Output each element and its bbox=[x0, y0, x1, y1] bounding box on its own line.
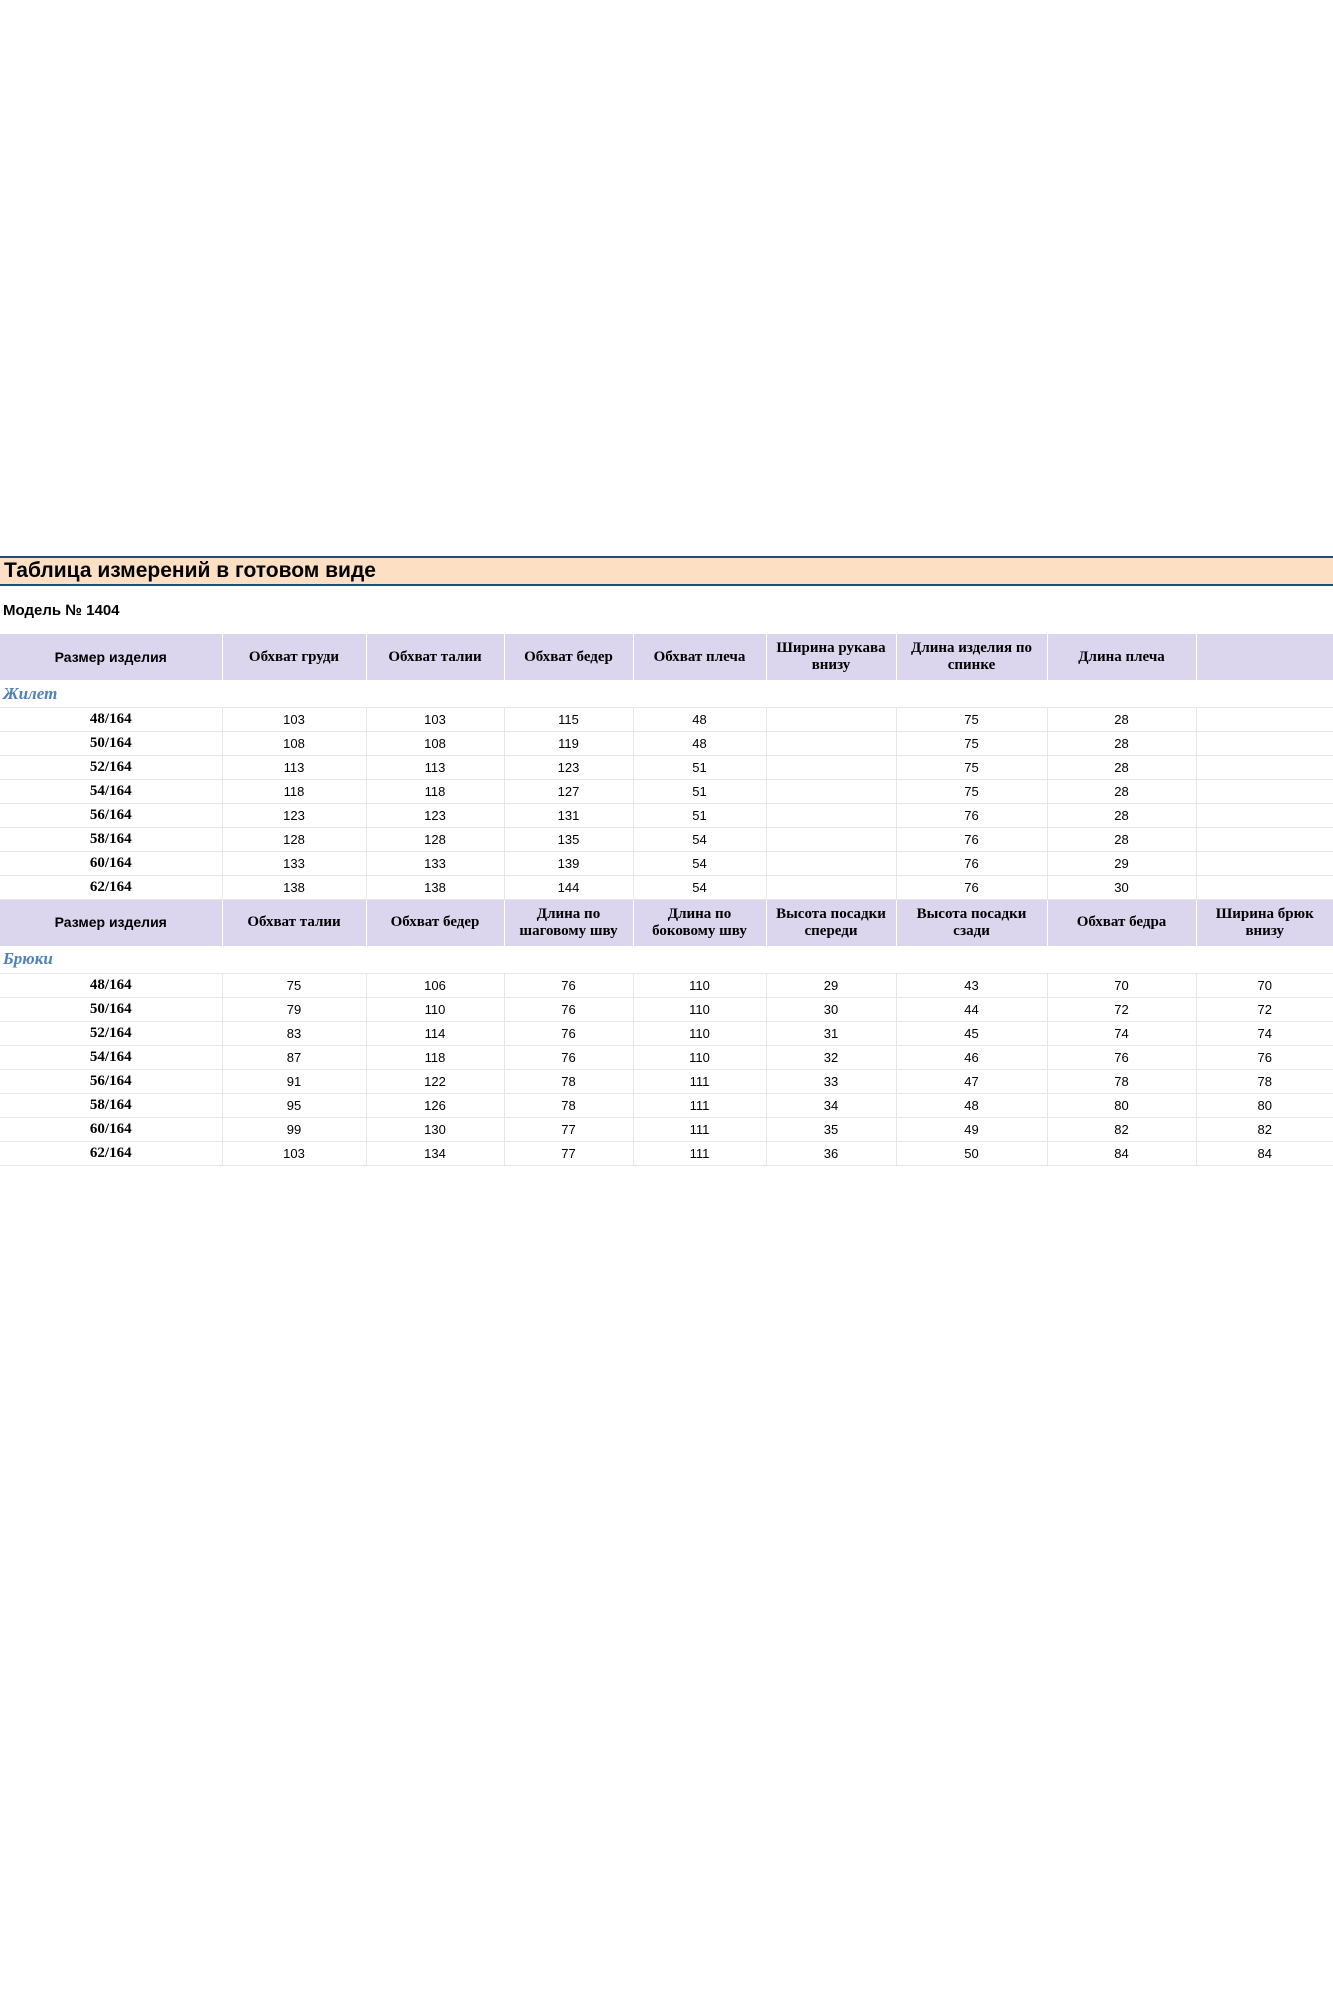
value-cell: 78 bbox=[504, 1093, 633, 1117]
value-cell bbox=[1196, 828, 1333, 852]
document bbox=[0, 556, 1333, 1166]
value-cell: 110 bbox=[633, 1045, 766, 1069]
size-cell: 48/164 bbox=[0, 973, 222, 997]
column-header: Длина по боковому шву bbox=[633, 900, 766, 946]
value-cell: 74 bbox=[1047, 1021, 1196, 1045]
value-cell: 76 bbox=[896, 852, 1047, 876]
table-row bbox=[0, 756, 1333, 780]
value-cell: 33 bbox=[766, 1069, 896, 1093]
value-cell: 133 bbox=[222, 852, 366, 876]
value-cell: 111 bbox=[633, 1093, 766, 1117]
section-label: Брюки bbox=[0, 946, 1333, 974]
value-cell: 84 bbox=[1196, 1141, 1333, 1165]
value-cell: 110 bbox=[633, 1021, 766, 1045]
value-cell: 91 bbox=[222, 1069, 366, 1093]
value-cell: 31 bbox=[766, 1021, 896, 1045]
value-cell: 78 bbox=[1047, 1069, 1196, 1093]
column-header: Обхват груди bbox=[222, 634, 366, 680]
value-cell: 28 bbox=[1047, 828, 1196, 852]
value-cell: 72 bbox=[1196, 997, 1333, 1021]
column-header: Длина изделия по спинке bbox=[896, 634, 1047, 680]
column-header: Обхват бедра bbox=[1047, 900, 1196, 946]
value-cell: 32 bbox=[766, 1045, 896, 1069]
size-cell: 50/164 bbox=[0, 732, 222, 756]
value-cell: 76 bbox=[896, 804, 1047, 828]
value-cell: 133 bbox=[366, 852, 504, 876]
size-cell: 58/164 bbox=[0, 1093, 222, 1117]
value-cell: 51 bbox=[633, 804, 766, 828]
value-cell: 110 bbox=[633, 997, 766, 1021]
value-cell: 113 bbox=[366, 756, 504, 780]
value-cell bbox=[766, 876, 896, 900]
table-row bbox=[0, 1021, 1333, 1045]
value-cell: 106 bbox=[366, 973, 504, 997]
value-cell: 144 bbox=[504, 876, 633, 900]
size-cell: 56/164 bbox=[0, 804, 222, 828]
value-cell: 76 bbox=[896, 876, 1047, 900]
value-cell bbox=[766, 780, 896, 804]
value-cell: 127 bbox=[504, 780, 633, 804]
value-cell: 28 bbox=[1047, 780, 1196, 804]
value-cell bbox=[766, 828, 896, 852]
table-row bbox=[0, 1069, 1333, 1093]
value-cell bbox=[1196, 804, 1333, 828]
size-cell: 62/164 bbox=[0, 876, 222, 900]
value-cell: 28 bbox=[1047, 732, 1196, 756]
column-header: Ширина рукава внизу bbox=[766, 634, 896, 680]
value-cell bbox=[1196, 732, 1333, 756]
value-cell: 99 bbox=[222, 1117, 366, 1141]
table-row bbox=[0, 876, 1333, 900]
value-cell: 134 bbox=[366, 1141, 504, 1165]
value-cell: 111 bbox=[633, 1117, 766, 1141]
value-cell: 70 bbox=[1047, 973, 1196, 997]
value-cell: 80 bbox=[1047, 1093, 1196, 1117]
value-cell: 72 bbox=[1047, 997, 1196, 1021]
value-cell: 110 bbox=[366, 997, 504, 1021]
value-cell bbox=[1196, 756, 1333, 780]
value-cell: 118 bbox=[366, 780, 504, 804]
value-cell: 95 bbox=[222, 1093, 366, 1117]
value-cell: 34 bbox=[766, 1093, 896, 1117]
table-row bbox=[0, 804, 1333, 828]
value-cell: 76 bbox=[1047, 1045, 1196, 1069]
value-cell: 28 bbox=[1047, 756, 1196, 780]
value-cell: 123 bbox=[504, 756, 633, 780]
size-cell: 54/164 bbox=[0, 1045, 222, 1069]
value-cell: 45 bbox=[896, 1021, 1047, 1045]
value-cell: 48 bbox=[633, 708, 766, 732]
value-cell bbox=[1196, 780, 1333, 804]
vest-section-row bbox=[0, 680, 1333, 708]
value-cell bbox=[766, 708, 896, 732]
value-cell: 108 bbox=[366, 732, 504, 756]
value-cell: 35 bbox=[766, 1117, 896, 1141]
model-number: Модель № 1404 bbox=[3, 601, 120, 619]
value-cell: 29 bbox=[1047, 852, 1196, 876]
value-cell: 30 bbox=[766, 997, 896, 1021]
size-cell: 54/164 bbox=[0, 780, 222, 804]
column-header: Обхват бедер bbox=[504, 634, 633, 680]
value-cell: 103 bbox=[222, 708, 366, 732]
value-cell: 114 bbox=[366, 1021, 504, 1045]
value-cell: 49 bbox=[896, 1117, 1047, 1141]
table-row bbox=[0, 828, 1333, 852]
size-cell: 50/164 bbox=[0, 997, 222, 1021]
vest-header-row bbox=[0, 634, 1333, 680]
value-cell: 139 bbox=[504, 852, 633, 876]
table-row bbox=[0, 1045, 1333, 1069]
pants-header-row bbox=[0, 900, 1333, 946]
value-cell: 43 bbox=[896, 973, 1047, 997]
value-cell: 128 bbox=[366, 828, 504, 852]
value-cell: 28 bbox=[1047, 804, 1196, 828]
value-cell: 51 bbox=[633, 756, 766, 780]
value-cell: 103 bbox=[222, 1141, 366, 1165]
value-cell: 113 bbox=[222, 756, 366, 780]
column-header: Высота посадки сзади bbox=[896, 900, 1047, 946]
column-header: Размер изделия bbox=[0, 900, 222, 946]
value-cell: 75 bbox=[896, 780, 1047, 804]
value-cell: 44 bbox=[896, 997, 1047, 1021]
value-cell: 77 bbox=[504, 1141, 633, 1165]
value-cell: 111 bbox=[633, 1141, 766, 1165]
value-cell: 76 bbox=[504, 973, 633, 997]
value-cell: 76 bbox=[504, 1021, 633, 1045]
table-row bbox=[0, 1141, 1333, 1165]
value-cell: 83 bbox=[222, 1021, 366, 1045]
value-cell: 54 bbox=[633, 828, 766, 852]
value-cell: 135 bbox=[504, 828, 633, 852]
table-row bbox=[0, 708, 1333, 732]
value-cell: 76 bbox=[504, 997, 633, 1021]
value-cell: 75 bbox=[896, 756, 1047, 780]
column-header: Обхват талии bbox=[222, 900, 366, 946]
value-cell: 78 bbox=[1196, 1069, 1333, 1093]
value-cell: 77 bbox=[504, 1117, 633, 1141]
value-cell: 75 bbox=[896, 732, 1047, 756]
value-cell: 118 bbox=[222, 780, 366, 804]
value-cell: 80 bbox=[1196, 1093, 1333, 1117]
value-cell: 50 bbox=[896, 1141, 1047, 1165]
column-header: Обхват плеча bbox=[633, 634, 766, 680]
value-cell: 110 bbox=[633, 973, 766, 997]
value-cell: 119 bbox=[504, 732, 633, 756]
size-cell: 62/164 bbox=[0, 1141, 222, 1165]
value-cell bbox=[766, 732, 896, 756]
value-cell: 28 bbox=[1047, 708, 1196, 732]
size-cell: 56/164 bbox=[0, 1069, 222, 1093]
size-cell: 60/164 bbox=[0, 852, 222, 876]
section-label: Жилет bbox=[0, 680, 1333, 708]
table-row bbox=[0, 732, 1333, 756]
value-cell: 84 bbox=[1047, 1141, 1196, 1165]
page-title: Таблица измерений в готовом виде bbox=[0, 556, 1333, 586]
table-row bbox=[0, 1117, 1333, 1141]
value-cell: 47 bbox=[896, 1069, 1047, 1093]
value-cell: 46 bbox=[896, 1045, 1047, 1069]
value-cell: 70 bbox=[1196, 973, 1333, 997]
table-row bbox=[0, 973, 1333, 997]
value-cell: 75 bbox=[222, 973, 366, 997]
size-cell: 52/164 bbox=[0, 756, 222, 780]
value-cell: 138 bbox=[366, 876, 504, 900]
value-cell: 123 bbox=[222, 804, 366, 828]
value-cell: 30 bbox=[1047, 876, 1196, 900]
value-cell: 118 bbox=[366, 1045, 504, 1069]
column-header: Обхват талии bbox=[366, 634, 504, 680]
value-cell bbox=[1196, 876, 1333, 900]
value-cell bbox=[1196, 852, 1333, 876]
value-cell: 82 bbox=[1196, 1117, 1333, 1141]
value-cell: 74 bbox=[1196, 1021, 1333, 1045]
value-cell: 51 bbox=[633, 780, 766, 804]
value-cell: 76 bbox=[1196, 1045, 1333, 1069]
value-cell: 130 bbox=[366, 1117, 504, 1141]
column-header: Обхват бедер bbox=[366, 900, 504, 946]
value-cell: 48 bbox=[896, 1093, 1047, 1117]
size-cell: 48/164 bbox=[0, 708, 222, 732]
table-row bbox=[0, 780, 1333, 804]
column-header: Ширина брюк внизу bbox=[1196, 900, 1333, 946]
value-cell: 123 bbox=[366, 804, 504, 828]
size-cell: 58/164 bbox=[0, 828, 222, 852]
size-cell: 60/164 bbox=[0, 1117, 222, 1141]
value-cell: 48 bbox=[633, 732, 766, 756]
column-header: Длина плеча bbox=[1047, 634, 1196, 680]
value-cell: 54 bbox=[633, 852, 766, 876]
value-cell: 103 bbox=[366, 708, 504, 732]
pants-section-row bbox=[0, 946, 1333, 974]
table-row bbox=[0, 997, 1333, 1021]
column-header: Размер изделия bbox=[0, 634, 222, 680]
value-cell: 87 bbox=[222, 1045, 366, 1069]
value-cell: 138 bbox=[222, 876, 366, 900]
value-cell: 29 bbox=[766, 973, 896, 997]
size-cell: 52/164 bbox=[0, 1021, 222, 1045]
value-cell: 122 bbox=[366, 1069, 504, 1093]
column-header: Высота посадки спереди bbox=[766, 900, 896, 946]
value-cell bbox=[766, 804, 896, 828]
value-cell bbox=[766, 756, 896, 780]
table-row bbox=[0, 852, 1333, 876]
value-cell: 131 bbox=[504, 804, 633, 828]
value-cell: 76 bbox=[896, 828, 1047, 852]
value-cell: 115 bbox=[504, 708, 633, 732]
value-cell: 36 bbox=[766, 1141, 896, 1165]
value-cell: 76 bbox=[504, 1045, 633, 1069]
column-header bbox=[1196, 634, 1333, 680]
value-cell: 54 bbox=[633, 876, 766, 900]
value-cell: 128 bbox=[222, 828, 366, 852]
value-cell bbox=[1196, 708, 1333, 732]
value-cell bbox=[766, 852, 896, 876]
value-cell: 108 bbox=[222, 732, 366, 756]
table-row bbox=[0, 1093, 1333, 1117]
value-cell: 111 bbox=[633, 1069, 766, 1093]
value-cell: 78 bbox=[504, 1069, 633, 1093]
value-cell: 79 bbox=[222, 997, 366, 1021]
value-cell: 75 bbox=[896, 708, 1047, 732]
value-cell: 126 bbox=[366, 1093, 504, 1117]
column-header: Длина по шаговому шву bbox=[504, 900, 633, 946]
value-cell: 82 bbox=[1047, 1117, 1196, 1141]
measurements-table bbox=[0, 634, 1333, 1166]
